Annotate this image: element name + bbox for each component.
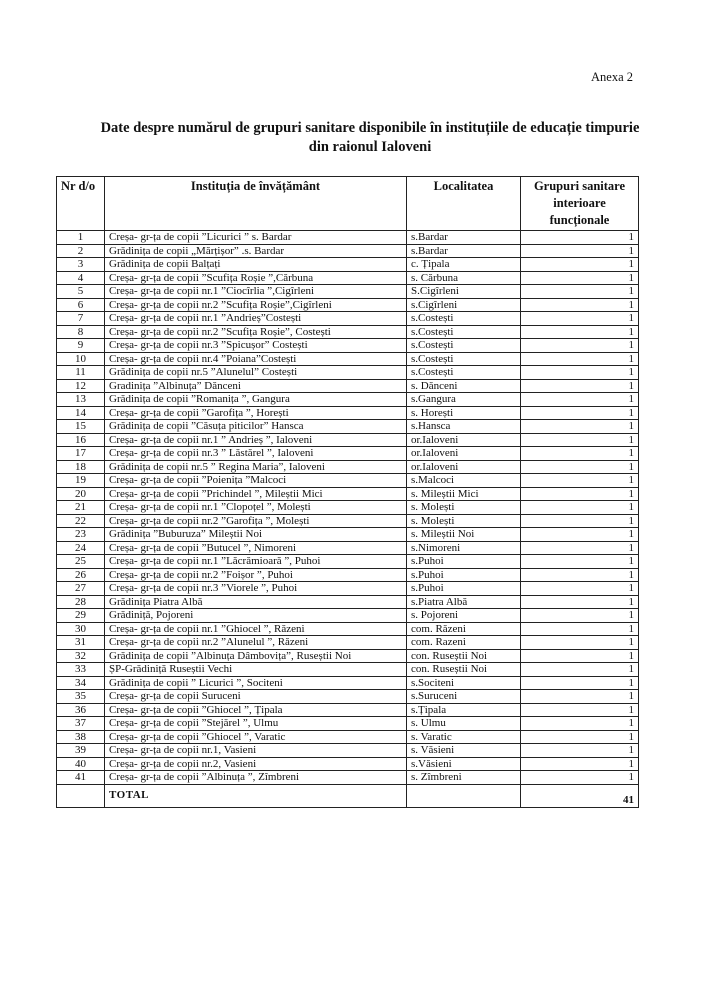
- row-number: 41: [57, 771, 105, 785]
- row-locality: com. Razeni: [407, 636, 521, 650]
- row-count: 1: [521, 474, 639, 488]
- row-count: 1: [521, 622, 639, 636]
- table-row: [57, 420, 639, 434]
- row-count: 1: [521, 366, 639, 380]
- row-locality: s.Costești: [407, 352, 521, 366]
- row-institution: Grădinița de copii „Mărțișor” .s. Bardar: [105, 244, 407, 258]
- sanitary-groups-table: [56, 176, 639, 808]
- row-locality: or.Ialoveni: [407, 447, 521, 461]
- row-number: 17: [57, 447, 105, 461]
- row-count: 1: [521, 501, 639, 515]
- row-count: 1: [521, 379, 639, 393]
- row-institution: Creșa- gr-ța de copii nr.2 ”Scufița Roșie”,Cigîrleni: [105, 298, 407, 312]
- row-count: 1: [521, 271, 639, 285]
- row-count: 1: [521, 595, 639, 609]
- total-label: TOTAL: [105, 784, 407, 807]
- row-locality: s.Țipala: [407, 703, 521, 717]
- row-locality: s.Puhoi: [407, 555, 521, 569]
- row-institution: Creșa- gr-ța de copii nr.2 ”Alunelul ”, Răzeni: [105, 636, 407, 650]
- table-row: [57, 474, 639, 488]
- table-row: [57, 285, 639, 299]
- row-count: 1: [521, 244, 639, 258]
- row-institution: Creșa- gr-ța de copii nr.1 ”Ghiocel ”, Răzeni: [105, 622, 407, 636]
- row-institution: Gradinița ”Albinuța” Dănceni: [105, 379, 407, 393]
- row-number: 40: [57, 757, 105, 771]
- row-count: 1: [521, 636, 639, 650]
- row-institution: Creșa- gr-ța de copii ”Scufița Roșie ”,Cărbuna: [105, 271, 407, 285]
- table-row: [57, 339, 639, 353]
- annex-label: Anexa 2: [591, 70, 633, 84]
- header-sanitary-groups: Grupuri sanitare interioare funcționale: [521, 177, 639, 231]
- row-institution: Creșa- gr-ța de copii ”Ghiocel ”, Varatic: [105, 730, 407, 744]
- row-locality: con. Ruseștii Noi: [407, 649, 521, 663]
- table-row: [57, 582, 639, 596]
- row-number: 22: [57, 514, 105, 528]
- row-number: 34: [57, 676, 105, 690]
- row-locality: s. Mileștii Noi: [407, 528, 521, 542]
- row-institution: Creșa- gr-ța de copii nr.2 ”Garofița ”, Molești: [105, 514, 407, 528]
- row-locality: s.Costești: [407, 366, 521, 380]
- row-number: 36: [57, 703, 105, 717]
- row-locality: s.Gangura: [407, 393, 521, 407]
- page-title: [70, 119, 670, 157]
- row-institution: Grădiniță, Pojoreni: [105, 609, 407, 623]
- row-count: 1: [521, 663, 639, 677]
- table-row: [57, 366, 639, 380]
- title-line-2: din raionul Ialoveni: [308, 139, 432, 155]
- row-count: 1: [521, 487, 639, 501]
- row-locality: s. Molești: [407, 501, 521, 515]
- row-count: 1: [521, 690, 639, 704]
- table-row: [57, 447, 639, 461]
- row-number: 13: [57, 393, 105, 407]
- row-number: 6: [57, 298, 105, 312]
- table-row: [57, 244, 639, 258]
- row-locality: s.Puhoi: [407, 582, 521, 596]
- table-row: [57, 393, 639, 407]
- row-locality: s. Pojoreni: [407, 609, 521, 623]
- table-row: [57, 271, 639, 285]
- row-number: 26: [57, 568, 105, 582]
- row-institution: Creșa- gr-ța de copii nr.2, Vasieni: [105, 757, 407, 771]
- row-locality: com. Răzeni: [407, 622, 521, 636]
- row-count: 1: [521, 339, 639, 353]
- row-institution: Creșa- gr-ța de copii nr.1 ”Ciocîrlia ”,Cigîrleni: [105, 285, 407, 299]
- row-locality: s.Nimoreni: [407, 541, 521, 555]
- row-count: 1: [521, 258, 639, 272]
- row-number: 1: [57, 231, 105, 245]
- table-row: [57, 757, 639, 771]
- row-count: 1: [521, 528, 639, 542]
- row-locality: s. Dănceni: [407, 379, 521, 393]
- header-institution: Instituția de învățământ: [105, 177, 407, 231]
- table-row: [57, 541, 639, 555]
- row-number: 20: [57, 487, 105, 501]
- title-line-1: Date despre numărul de grupuri sanitare disponibile în instituțiile de educație timpurie: [100, 120, 640, 136]
- row-institution: Creșa- gr-ța de copii nr.4 ”Poiana”Costești: [105, 352, 407, 366]
- table-header-row: [57, 177, 639, 231]
- row-count: 1: [521, 582, 639, 596]
- row-count: 1: [521, 541, 639, 555]
- row-institution: Creșa- gr-ța de copii ”Licurici ” s. Bardar: [105, 231, 407, 245]
- row-institution: Grădinița Piatra Albă: [105, 595, 407, 609]
- row-number: 25: [57, 555, 105, 569]
- row-institution: Creșa- gr-ța de copii nr.3 ”Spicușor” Costești: [105, 339, 407, 353]
- table-row: [57, 325, 639, 339]
- row-institution: Creșa- gr-ța de copii ”Ghiocel ”, Țipala: [105, 703, 407, 717]
- row-locality: c. Țipala: [407, 258, 521, 272]
- row-number: 33: [57, 663, 105, 677]
- total-row: [57, 784, 639, 807]
- row-count: 1: [521, 433, 639, 447]
- row-locality: s.Bardar: [407, 244, 521, 258]
- row-institution: Grădinița de copii ”Albinuța Dâmbovița”, Ruseștii Noi: [105, 649, 407, 663]
- row-locality: s.Puhoi: [407, 568, 521, 582]
- row-locality: s. Molești: [407, 514, 521, 528]
- row-institution: Creșa- gr-ța de copii nr.2 ”Foișor ”, Puhoi: [105, 568, 407, 582]
- table-row: [57, 406, 639, 420]
- table-row: [57, 622, 639, 636]
- table-row: [57, 298, 639, 312]
- row-count: 1: [521, 609, 639, 623]
- table-row: [57, 663, 639, 677]
- row-institution: Grădinița ”Buburuza” Mileștii Noi: [105, 528, 407, 542]
- row-count: 1: [521, 312, 639, 326]
- row-institution: Grădinița de copii nr.5 ” Regina Maria”, Ialoveni: [105, 460, 407, 474]
- row-count: 1: [521, 393, 639, 407]
- table-row: [57, 568, 639, 582]
- row-number: 38: [57, 730, 105, 744]
- row-count: 1: [521, 514, 639, 528]
- row-count: 1: [521, 744, 639, 758]
- row-count: 1: [521, 285, 639, 299]
- row-institution: Creșa- gr-ța de copii nr.1 ” Andrieș ”, Ialoveni: [105, 433, 407, 447]
- row-institution: Grădinița de copii ”Romanița ”, Gangura: [105, 393, 407, 407]
- row-locality: s.Sociteni: [407, 676, 521, 690]
- row-number: 9: [57, 339, 105, 353]
- row-count: 1: [521, 757, 639, 771]
- row-count: 1: [521, 555, 639, 569]
- row-count: 1: [521, 352, 639, 366]
- row-institution: Creșa- gr-ța de copii nr.3 ” Lăstărel ”, Ialoveni: [105, 447, 407, 461]
- table-row: [57, 676, 639, 690]
- table-row: [57, 433, 639, 447]
- row-number: 39: [57, 744, 105, 758]
- row-locality: con. Ruseștii Noi: [407, 663, 521, 677]
- row-locality: s.Piatra Albă: [407, 595, 521, 609]
- row-institution: Grădinița de copii Balțați: [105, 258, 407, 272]
- row-locality: s. Ulmu: [407, 717, 521, 731]
- row-number: 10: [57, 352, 105, 366]
- row-locality: s.Costești: [407, 339, 521, 353]
- table-row: [57, 636, 639, 650]
- row-locality: s. Varatic: [407, 730, 521, 744]
- total-empty-cell: [57, 784, 105, 807]
- row-count: 1: [521, 406, 639, 420]
- table-row: [57, 649, 639, 663]
- table-row: [57, 312, 639, 326]
- table-row: [57, 690, 639, 704]
- table-row: [57, 352, 639, 366]
- row-locality: s. Horești: [407, 406, 521, 420]
- table-row: [57, 771, 639, 785]
- row-locality: s. Cărbuna: [407, 271, 521, 285]
- row-number: 11: [57, 366, 105, 380]
- row-institution: Creșa- gr-ța de copii nr.1 ”Lăcrămioară ”, Puhoi: [105, 555, 407, 569]
- table-row: [57, 528, 639, 542]
- row-locality: s.Văsieni: [407, 757, 521, 771]
- row-number: 2: [57, 244, 105, 258]
- table-row: [57, 595, 639, 609]
- row-count: 1: [521, 717, 639, 731]
- row-number: 30: [57, 622, 105, 636]
- table-row: [57, 609, 639, 623]
- row-institution: Creșa- gr-ța de copii nr.1 ”Andrieș”Costești: [105, 312, 407, 326]
- row-locality: s.Bardar: [407, 231, 521, 245]
- table-row: [57, 258, 639, 272]
- row-locality: s. Zîmbreni: [407, 771, 521, 785]
- row-number: 8: [57, 325, 105, 339]
- row-number: 4: [57, 271, 105, 285]
- row-locality: s. Văsieni: [407, 744, 521, 758]
- row-institution: Creșa- gr-ța de copii ”Stejărel ”, Ulmu: [105, 717, 407, 731]
- row-institution: Creșa- gr-ța de copii ”Albinuța ”, Zîmbreni: [105, 771, 407, 785]
- row-institution: Creșa- gr-ța de copii nr.1 ”Clopoțel ”, Molești: [105, 501, 407, 515]
- table-row: [57, 730, 639, 744]
- row-count: 1: [521, 730, 639, 744]
- row-institution: Creșa- gr-ța de copii nr.3 ”Viorele ”, Puhoi: [105, 582, 407, 596]
- row-locality: s. Mileștii Mici: [407, 487, 521, 501]
- header-nr: Nr d/o: [57, 177, 105, 231]
- table-body: [57, 231, 639, 785]
- row-number: 19: [57, 474, 105, 488]
- row-institution: Creșa- gr-ța de copii nr.2 ”Scufița Roșie”, Costești: [105, 325, 407, 339]
- row-number: 7: [57, 312, 105, 326]
- row-locality: s.Hansca: [407, 420, 521, 434]
- table-row: [57, 460, 639, 474]
- row-locality: s.Suruceni: [407, 690, 521, 704]
- row-count: 1: [521, 325, 639, 339]
- total-empty-locality: [407, 784, 521, 807]
- table-row: [57, 703, 639, 717]
- row-number: 23: [57, 528, 105, 542]
- row-institution: Creșa- gr-ța de copii ”Garofița ”, Horești: [105, 406, 407, 420]
- row-number: 3: [57, 258, 105, 272]
- table-row: [57, 231, 639, 245]
- row-number: 35: [57, 690, 105, 704]
- row-locality: or.Ialoveni: [407, 433, 521, 447]
- row-count: 1: [521, 771, 639, 785]
- row-institution: Grădinița de copii ” Licurici ”, Sociteni: [105, 676, 407, 690]
- row-number: 37: [57, 717, 105, 731]
- row-count: 1: [521, 231, 639, 245]
- row-institution: Grădinița de copii ”Căsuța piticilor” Hansca: [105, 420, 407, 434]
- row-locality: s.Cigîrleni: [407, 298, 521, 312]
- row-count: 1: [521, 298, 639, 312]
- row-institution: Creșa- gr-ța de copii Suruceni: [105, 690, 407, 704]
- row-institution: Creșa- gr-ța de copii ”Poienița ”Malcoci: [105, 474, 407, 488]
- row-number: 29: [57, 609, 105, 623]
- table-row: [57, 487, 639, 501]
- row-count: 1: [521, 676, 639, 690]
- table-row: [57, 744, 639, 758]
- row-count: 1: [521, 703, 639, 717]
- row-locality: s.Malcoci: [407, 474, 521, 488]
- header-locality: Localitatea: [407, 177, 521, 231]
- row-institution: Creșa- gr-ța de copii ”Butucel ”, Nimoreni: [105, 541, 407, 555]
- row-locality: or.Ialoveni: [407, 460, 521, 474]
- row-institution: Grădinița de copii nr.5 ”Alunelul” Costești: [105, 366, 407, 380]
- total-value: 41: [521, 784, 639, 807]
- row-locality: s.Costești: [407, 325, 521, 339]
- row-number: 18: [57, 460, 105, 474]
- row-count: 1: [521, 420, 639, 434]
- table-row: [57, 555, 639, 569]
- row-number: 21: [57, 501, 105, 515]
- row-institution: ȘP-Grădiniță Ruseștii Vechi: [105, 663, 407, 677]
- table-row: [57, 379, 639, 393]
- row-institution: Creșa- gr-ța de copii ”Prichindel ”, Mileștii Mici: [105, 487, 407, 501]
- row-institution: Creșa- gr-ța de copii nr.1, Vasieni: [105, 744, 407, 758]
- row-number: 15: [57, 420, 105, 434]
- table-row: [57, 501, 639, 515]
- row-number: 31: [57, 636, 105, 650]
- row-count: 1: [521, 447, 639, 461]
- row-number: 12: [57, 379, 105, 393]
- row-number: 5: [57, 285, 105, 299]
- row-number: 27: [57, 582, 105, 596]
- row-number: 16: [57, 433, 105, 447]
- row-number: 28: [57, 595, 105, 609]
- table-row: [57, 717, 639, 731]
- row-count: 1: [521, 649, 639, 663]
- row-number: 24: [57, 541, 105, 555]
- row-count: 1: [521, 568, 639, 582]
- table-row: [57, 514, 639, 528]
- row-count: 1: [521, 460, 639, 474]
- row-number: 32: [57, 649, 105, 663]
- row-locality: s.Costești: [407, 312, 521, 326]
- row-number: 14: [57, 406, 105, 420]
- row-locality: S.Cigîrleni: [407, 285, 521, 299]
